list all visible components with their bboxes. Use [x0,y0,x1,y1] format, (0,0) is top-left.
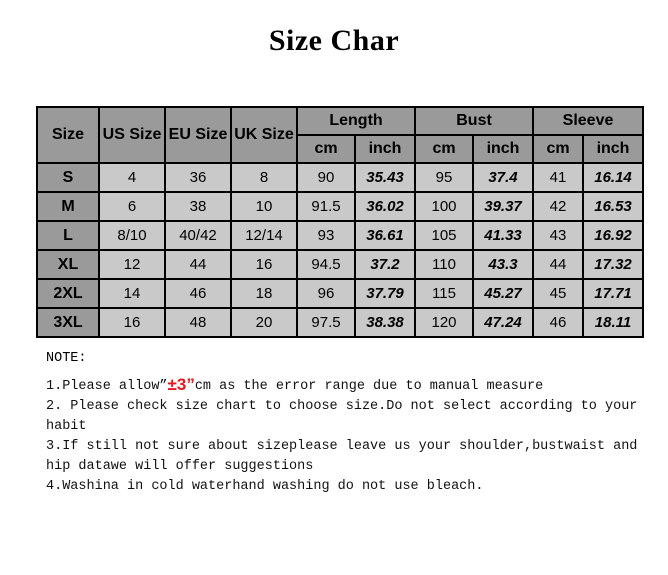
table-row [37,308,643,337]
table-row [37,221,643,250]
cell-uk: 16 [231,250,297,279]
cell-us: 4 [99,163,165,192]
cell-eu: 38 [165,192,231,221]
note-1-emphasis: ±3” [167,375,195,394]
header-bust-cm: cm [415,135,473,163]
cell-eu: 44 [165,250,231,279]
cell-length-cm: 96 [297,279,355,308]
header-sleeve-cm: cm [533,135,583,163]
header-sleeve-inch: inch [583,135,643,163]
header-sleeve: Sleeve [533,107,643,135]
table-body [37,163,643,337]
header-us-size: US Size [99,107,165,163]
cell-uk: 12/14 [231,221,297,250]
cell-size: 2XL [37,279,99,308]
cell-bust-inch: 37.4 [473,163,533,192]
cell-us: 12 [99,250,165,279]
header-size: Size [37,107,99,163]
cell-sleeve-cm: 42 [533,192,583,221]
cell-length-inch: 36.02 [355,192,415,221]
cell-bust-inch: 43.3 [473,250,533,279]
cell-sleeve-cm: 45 [533,279,583,308]
header-bust: Bust [415,107,533,135]
cell-size: XL [37,250,99,279]
table-header-row-1 [37,107,643,135]
cell-size: L [37,221,99,250]
cell-sleeve-inch: 18.11 [583,308,643,337]
notes-heading: NOTE: [46,351,87,366]
cell-length-cm: 91.5 [297,192,355,221]
cell-eu: 46 [165,279,231,308]
cell-sleeve-cm: 44 [533,250,583,279]
cell-bust-inch: 39.37 [473,192,533,221]
cell-sleeve-inch: 16.14 [583,163,643,192]
cell-bust-inch: 47.24 [473,308,533,337]
cell-eu: 36 [165,163,231,192]
cell-bust-cm: 105 [415,221,473,250]
cell-length-cm: 90 [297,163,355,192]
note-1-suffix: cm as the error range due to manual measure [194,379,544,394]
cell-uk: 8 [231,163,297,192]
cell-size: S [37,163,99,192]
cell-bust-cm: 110 [415,250,473,279]
size-chart-document [0,24,668,575]
cell-length-cm: 97.5 [297,308,355,337]
note-line-3: 3.If still not sure about sizeplease leave us your shoulder,bustwaist and hip datawe will offer suggestions [46,439,646,474]
cell-length-cm: 93 [297,221,355,250]
cell-sleeve-cm: 43 [533,221,583,250]
cell-length-inch: 36.61 [355,221,415,250]
cell-us: 6 [99,192,165,221]
cell-sleeve-cm: 46 [533,308,583,337]
note-1-prefix: 1.Please allow” [46,379,168,394]
cell-sleeve-cm: 41 [533,163,583,192]
table-row [37,192,643,221]
note-line-1 [46,375,646,397]
cell-bust-inch: 41.33 [473,221,533,250]
header-length-cm: cm [297,135,355,163]
cell-bust-cm: 120 [415,308,473,337]
cell-sleeve-inch: 17.71 [583,279,643,308]
cell-length-inch: 37.79 [355,279,415,308]
header-uk-size: UK Size [231,107,297,163]
cell-size: M [37,192,99,221]
notes-section [46,349,646,497]
cell-uk: 10 [231,192,297,221]
cell-us: 14 [99,279,165,308]
cell-us: 16 [99,308,165,337]
table-row [37,279,643,308]
cell-uk: 18 [231,279,297,308]
cell-bust-cm: 95 [415,163,473,192]
size-table-container [36,106,632,338]
header-eu-size: EU Size [165,107,231,163]
note-line-2: 2. Please check size chart to choose size.Do not select according to your habit [46,399,646,434]
cell-bust-cm: 115 [415,279,473,308]
cell-length-inch: 35.43 [355,163,415,192]
size-table [36,106,644,338]
page-title: Size Char [268,24,400,57]
cell-uk: 20 [231,308,297,337]
header-bust-inch: inch [473,135,533,163]
note-line-4: 4.Washina in cold waterhand washing do not use bleach. [46,479,484,494]
cell-sleeve-inch: 16.53 [583,192,643,221]
table-row [37,163,643,192]
cell-length-inch: 38.38 [355,308,415,337]
header-length-inch: inch [355,135,415,163]
cell-length-cm: 94.5 [297,250,355,279]
cell-length-inch: 37.2 [355,250,415,279]
cell-sleeve-inch: 17.32 [583,250,643,279]
table-row [37,250,643,279]
cell-eu: 48 [165,308,231,337]
table-header [37,107,643,163]
cell-size: 3XL [37,308,99,337]
cell-us: 8/10 [99,221,165,250]
cell-sleeve-inch: 16.92 [583,221,643,250]
cell-bust-cm: 100 [415,192,473,221]
cell-eu: 40/42 [165,221,231,250]
header-length: Length [297,107,415,135]
cell-bust-inch: 45.27 [473,279,533,308]
